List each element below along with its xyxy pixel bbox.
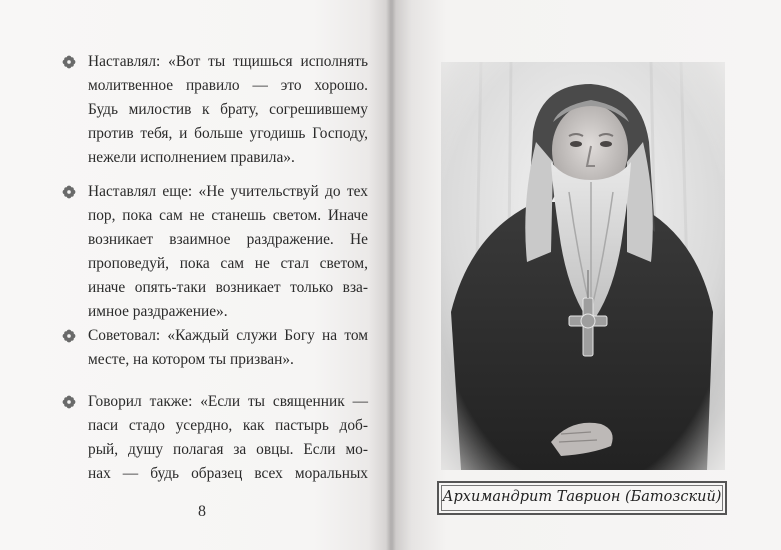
text-line: нах — будь образец всех моральных (88, 465, 368, 482)
text-line: месте, на котором ты призван». (88, 351, 294, 368)
flower-bullet-icon (62, 55, 76, 69)
text-line: Наставлял еще: «Не учительствуй до тех (88, 183, 368, 200)
photo-caption: Архимандрит Таврион (Батозский) (442, 489, 722, 505)
text-line: возникает взаимное раздражение. Не (88, 231, 368, 248)
portrait-illustration (441, 62, 725, 470)
text-line: имное раздражение». (88, 303, 228, 320)
text-line: паси стадо усердно, как пастырь доб- (88, 417, 368, 434)
photo-caption-box (437, 481, 727, 515)
text-line: молитвенное правило — это хорошо. (88, 77, 368, 94)
paragraph-3 (88, 324, 368, 372)
text-line: нежели исполнением правила». (88, 149, 295, 166)
text-line: иначе опять-таки возникает только вза- (88, 279, 368, 296)
portrait-photo (441, 62, 725, 470)
text-line: Наставлял: «Вот ты тщишься исполнять (88, 53, 368, 70)
text-line: Советовал: «Каждый служи Богу на том (88, 327, 368, 344)
text-line: Говорил также: «Если ты священник — (88, 393, 368, 410)
paragraph-1 (88, 50, 368, 170)
text-line: проповедуй, пока сам не стал светом, (88, 255, 368, 272)
text-line: рый, душу полагая за овцы. Если мо- (88, 441, 368, 458)
flower-bullet-icon (62, 329, 76, 343)
flower-bullet-icon (62, 395, 76, 409)
flower-bullet-icon (62, 185, 76, 199)
paragraph-2 (88, 180, 368, 324)
text-line: Будь милостив к брату, согрешившему (88, 101, 368, 118)
text-line: против тебя, и больше угодишь Господу, (88, 125, 368, 142)
book-gutter (386, 0, 396, 550)
page-number: 8 (198, 503, 206, 520)
text-line: пор, пока сам не станешь светом. Иначе (88, 207, 368, 224)
paragraph-4 (88, 390, 368, 486)
